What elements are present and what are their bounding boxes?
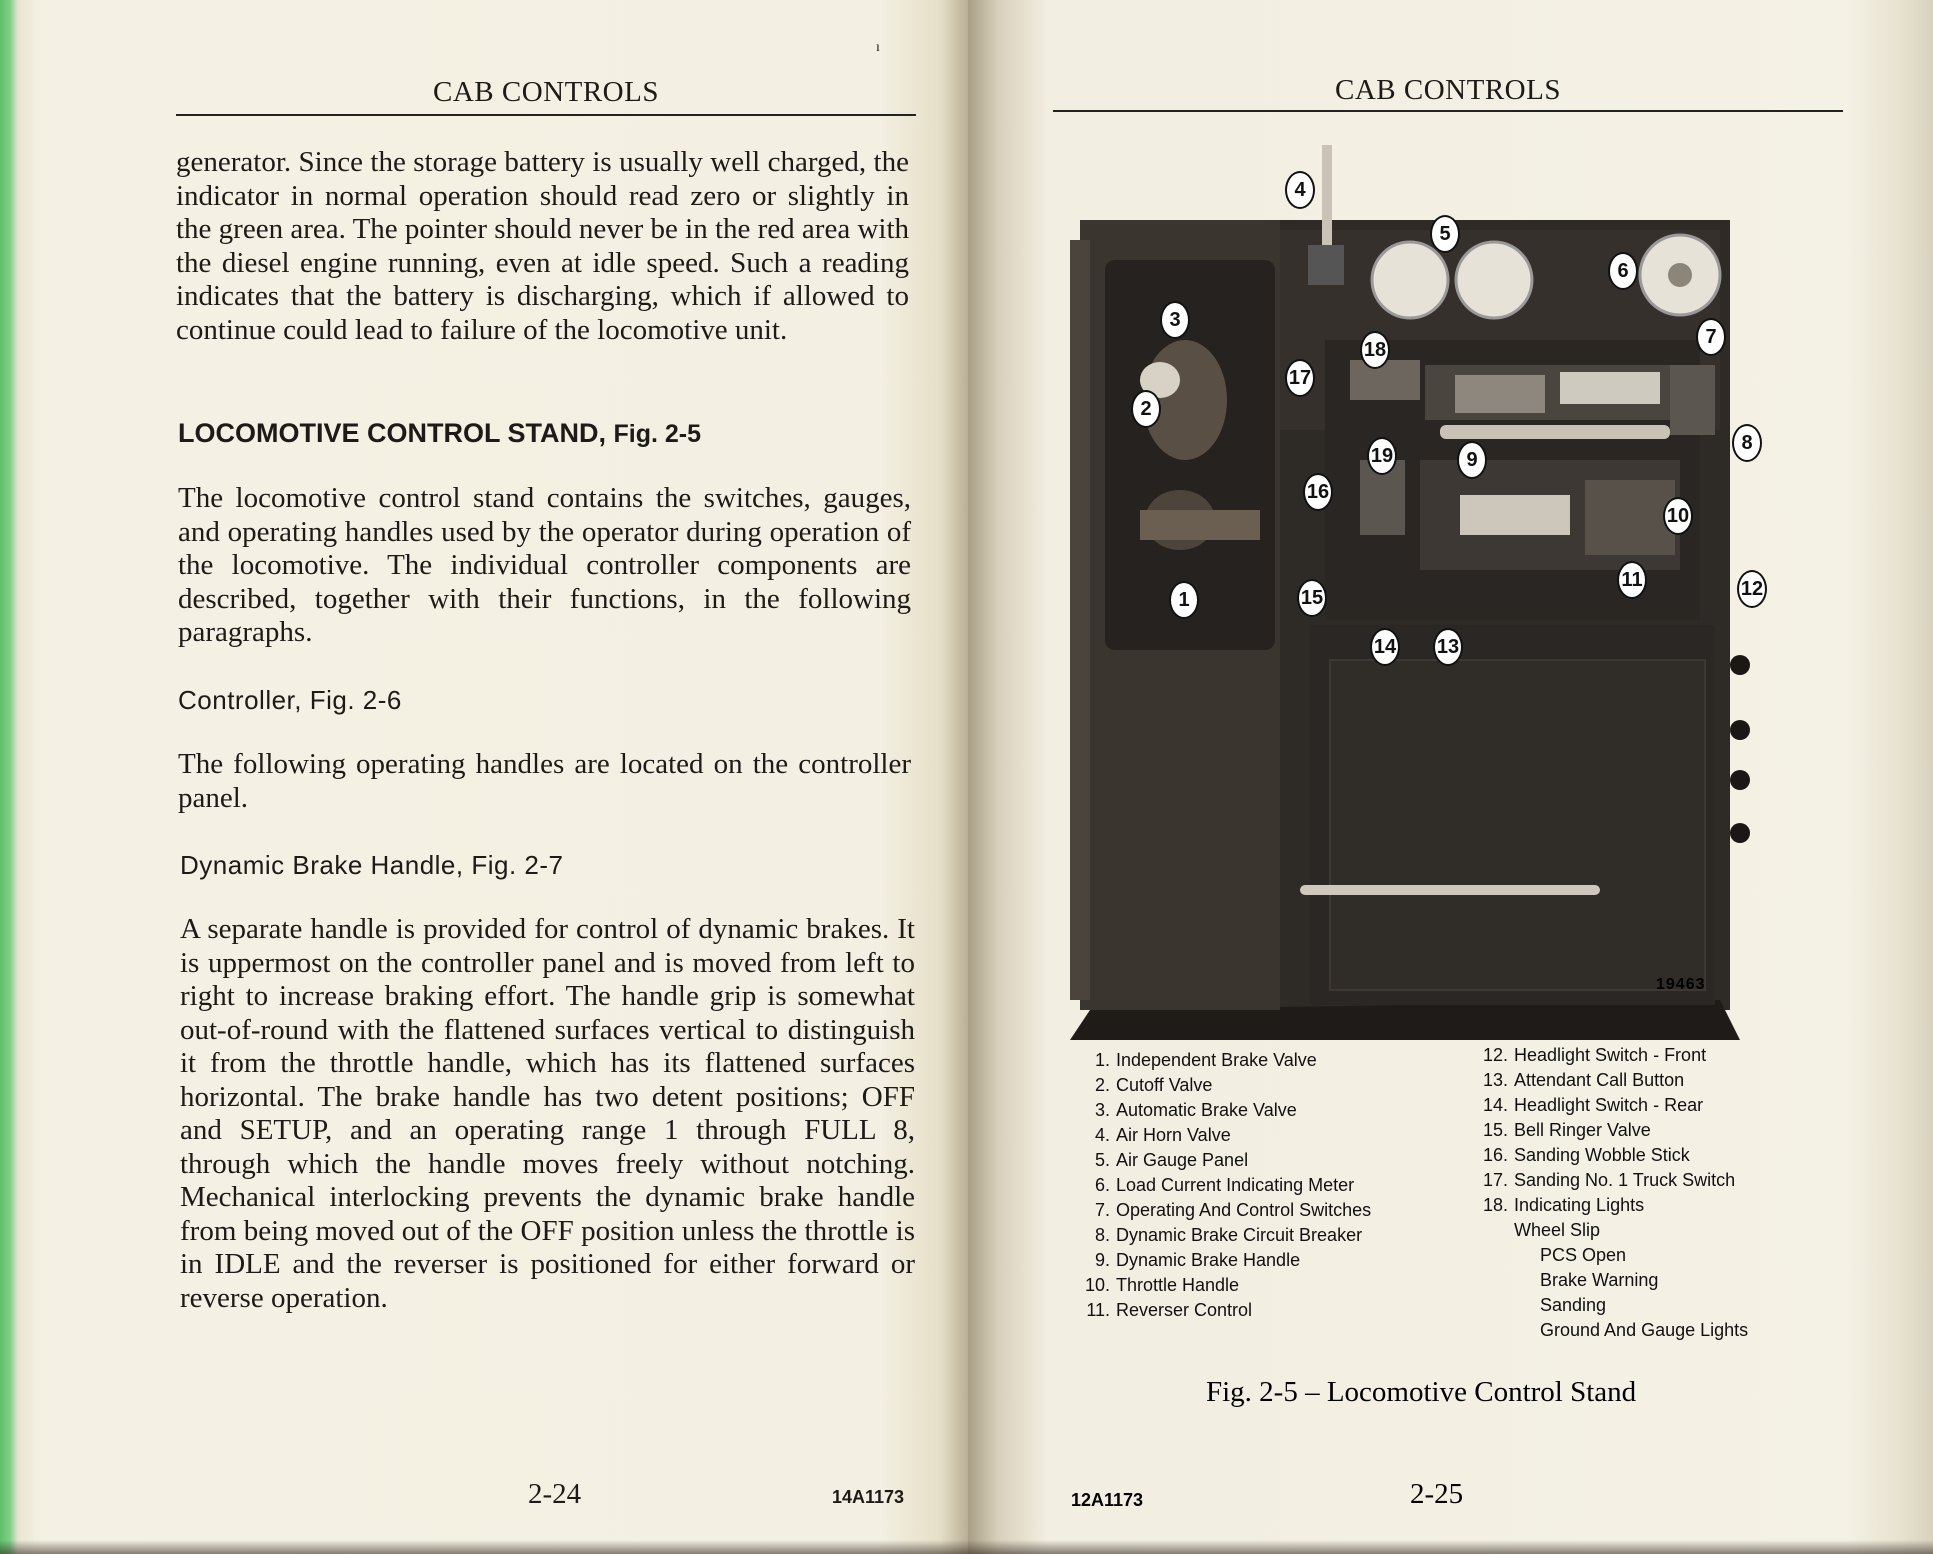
legend-subitem: PCS Open	[1540, 1245, 1627, 1265]
legend-item: 6. Load Current Indicating Meter	[1094, 1175, 1355, 1195]
legend-item: 12. Headlight Switch - Front	[1482, 1045, 1707, 1065]
legend-item: 10. Throttle Handle	[1084, 1275, 1240, 1295]
legend-item: 5. Air Gauge Panel	[1094, 1150, 1249, 1170]
paragraph-handles: The following operating handles are located on the controller panel.	[178, 748, 911, 814]
legend-item: 11. Reverser Control	[1086, 1300, 1253, 1320]
callout-6: 6	[1608, 252, 1638, 290]
control-stand-photo	[1060, 140, 1790, 1040]
callout-19: 19	[1367, 437, 1397, 475]
doc-code-right: 12A1173	[1071, 1490, 1144, 1510]
paragraph-dynamic-brake: A separate handle is provided for control of dynamic brakes. It is uppermost on the controller panel and is moved from left to right to increase braking effort. The handle grip is somewhat out-of-round with the flattened surfaces vertical to distinguish it from the throttle handle, which has its flattened surfaces horizontal. The brake handle has two detent positions; OFF and SETUP, and an operating range 1 through FULL 8, through which the handle moves freely without notching. Mechanical interlocking prevents the dynamic brake handle from being moved out of the OFF position unless the throttle is in IDLE and the reverser is positioned for either forward or reverse operation.	[180, 913, 915, 1314]
legend-subitem: Sanding	[1540, 1295, 1607, 1315]
top-mark: ı	[876, 40, 880, 55]
legend-item: 8. Dynamic Brake Circuit Breaker	[1094, 1225, 1363, 1245]
callout-1: 1	[1169, 581, 1199, 619]
legend-item: 2. Cutoff Valve	[1094, 1075, 1213, 1095]
header-rule-left	[176, 114, 916, 116]
callout-15: 15	[1297, 579, 1327, 617]
callout-18: 18	[1360, 331, 1390, 369]
legend-right	[1474, 1043, 1748, 1368]
legend-left	[1080, 1048, 1371, 1323]
callout-3: 3	[1160, 301, 1190, 339]
legend-item: 3. Automatic Brake Valve	[1094, 1100, 1297, 1120]
callout-14: 14	[1370, 628, 1400, 666]
legend-item: 15. Bell Ringer Valve	[1482, 1120, 1651, 1140]
legend-item: 1. Independent Brake Valve	[1094, 1050, 1317, 1070]
paragraph-battery: generator. Since the storage battery is usually well charged, the indicator in normal operation should read zero or slightly in the green area. The pointer should never be in the red area with the diesel engine running, even at idle speed. Such a reading indicates that the battery is discharging, which if allowed to continue could lead to failure of the locomotive unit.	[176, 146, 910, 346]
section-heading-text: LOCOMOTIVE CONTROL STAND,	[178, 418, 606, 448]
legend-item: 13. Attendant Call Button	[1482, 1070, 1685, 1090]
legend-item: 9. Dynamic Brake Handle	[1094, 1250, 1301, 1270]
callout-12: 12	[1737, 570, 1767, 608]
running-head-left: CAB CONTROLS	[433, 76, 659, 108]
header-rule-right	[1053, 110, 1843, 112]
legend-subitem: Brake Warning	[1540, 1270, 1659, 1290]
legend-item: 4. Air Horn Valve	[1094, 1125, 1231, 1145]
legend-item: 18. Indicating Lights	[1482, 1195, 1645, 1215]
legend-item: 7. Operating And Control Switches	[1094, 1200, 1372, 1220]
running-head-right: CAB CONTROLS	[1335, 74, 1561, 106]
callout-13: 13	[1433, 628, 1463, 666]
callout-10: 10	[1663, 497, 1693, 535]
callout-4: 4	[1285, 171, 1315, 209]
figure-number: 19463	[1656, 976, 1706, 993]
callout-2: 2	[1131, 390, 1161, 428]
callout-9: 9	[1457, 441, 1487, 479]
callout-17: 17	[1285, 359, 1315, 397]
legend-item: 17. Sanding No. 1 Truck Switch	[1482, 1170, 1736, 1190]
callout-8: 8	[1732, 424, 1762, 462]
callout-16: 16	[1303, 473, 1333, 511]
callout-5: 5	[1430, 215, 1460, 253]
section-heading-fig: Fig. 2-5	[613, 420, 702, 448]
legend-item: Wheel Slip	[1514, 1220, 1601, 1240]
subheading-controller: Controller, Fig. 2-6	[178, 685, 402, 715]
legend-item: 14. Headlight Switch - Rear	[1482, 1095, 1704, 1115]
figure-caption: Fig. 2-5 – Locomotive Control Stand	[1206, 1376, 1637, 1408]
callout-11: 11	[1617, 561, 1647, 599]
legend-subitem: Ground And Gauge Lights	[1540, 1320, 1749, 1340]
legend-item	[1474, 1343, 1748, 1368]
callout-7: 7	[1696, 318, 1726, 356]
page-number-right: 2-25	[1410, 1478, 1464, 1510]
doc-code-left: 14A1173	[832, 1487, 905, 1507]
paragraph-control-stand: The locomotive control stand contains the switches, gauges, and operating handles used by the operator during operation of the locomotive. The individual controller components are described, together with their functions, in the following paragraphs.	[178, 482, 911, 648]
subheading-dynamic-brake: Dynamic Brake Handle, Fig. 2-7	[180, 850, 564, 880]
section-heading	[178, 418, 701, 449]
page-number-left: 2-24	[528, 1478, 582, 1510]
legend-item: 16. Sanding Wobble Stick	[1482, 1145, 1690, 1165]
